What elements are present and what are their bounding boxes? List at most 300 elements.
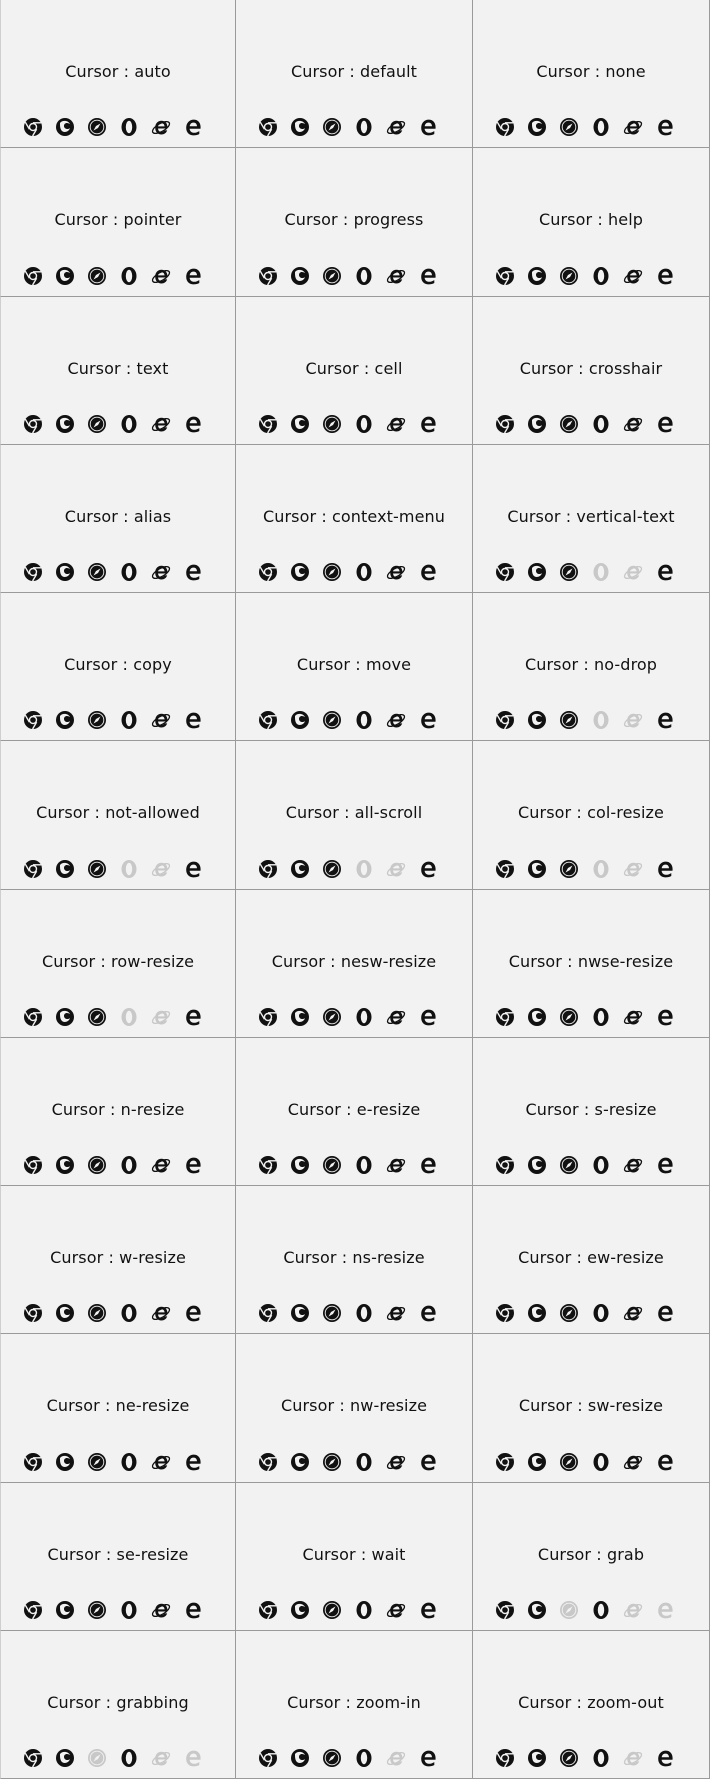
browser-support-icons — [23, 1748, 203, 1768]
cursor-label: Cursor : col-resize — [518, 803, 664, 823]
internet-explorer-icon — [151, 1748, 171, 1768]
safari-icon — [559, 117, 579, 137]
browser-support-icons — [495, 117, 675, 137]
cursor-label: Cursor : nw-resize — [280, 1396, 428, 1416]
cursor-demo-cell[interactable] — [236, 1334, 473, 1482]
internet-explorer-icon — [151, 117, 171, 137]
cursor-label: Cursor : help — [538, 210, 644, 230]
opera-icon — [354, 710, 374, 730]
opera-icon — [354, 1600, 374, 1620]
chrome-icon — [23, 859, 43, 879]
edge-icon — [418, 117, 438, 137]
internet-explorer-icon — [386, 1007, 406, 1027]
cursor-label: Cursor : auto — [65, 62, 171, 81]
chrome-icon — [23, 710, 43, 730]
internet-explorer-icon — [151, 414, 171, 434]
firefox-icon — [527, 562, 547, 582]
chrome-icon — [495, 859, 515, 879]
opera-icon — [591, 414, 611, 434]
browser-support-icons — [23, 1600, 203, 1620]
browser-support-icons — [495, 266, 675, 286]
firefox-icon — [55, 1452, 75, 1472]
chrome-icon — [495, 562, 515, 582]
safari-icon — [322, 1007, 342, 1027]
safari-icon — [87, 710, 107, 730]
edge-icon — [183, 1600, 203, 1620]
cursor-label: Cursor : pointer — [54, 210, 182, 230]
internet-explorer-icon — [151, 1007, 171, 1027]
internet-explorer-icon — [386, 859, 406, 879]
safari-icon — [87, 1007, 107, 1027]
cursor-demo-cell[interactable] — [0, 1038, 236, 1186]
chrome-icon — [23, 117, 43, 137]
cursor-label: Cursor : nesw-resize — [271, 951, 437, 971]
cursor-demo-cell[interactable] — [236, 1631, 473, 1779]
chrome-icon — [258, 1155, 278, 1175]
cursor-demo-cell[interactable] — [473, 0, 710, 148]
browser-support-icons — [23, 859, 203, 879]
opera-icon — [591, 1748, 611, 1768]
internet-explorer-icon — [386, 1452, 406, 1472]
safari-icon — [322, 1600, 342, 1620]
opera-icon — [354, 859, 374, 879]
cursor-demo-cell[interactable] — [0, 593, 236, 741]
opera-icon — [591, 117, 611, 137]
edge-icon — [418, 414, 438, 434]
safari-icon — [559, 1155, 579, 1175]
internet-explorer-icon — [623, 117, 643, 137]
internet-explorer-icon — [386, 414, 406, 434]
cursor-demo-cell[interactable] — [236, 741, 473, 889]
internet-explorer-icon — [151, 562, 171, 582]
cursor-label: Cursor : zoom-out — [518, 1692, 664, 1712]
chrome-icon — [495, 1748, 515, 1768]
safari-icon — [87, 1748, 107, 1768]
opera-icon — [119, 117, 139, 137]
cursor-label: Cursor : none — [536, 62, 646, 81]
cursor-label: Cursor : w-resize — [50, 1248, 186, 1267]
safari-icon — [559, 710, 579, 730]
firefox-icon — [55, 1303, 75, 1323]
chrome-icon — [258, 266, 278, 286]
firefox-icon — [290, 859, 310, 879]
chrome-icon — [495, 1600, 515, 1620]
cursor-demo-cell[interactable] — [0, 148, 236, 296]
browser-support-icons — [258, 1452, 438, 1472]
opera-icon — [354, 266, 374, 286]
safari-icon — [559, 266, 579, 286]
firefox-icon — [55, 117, 75, 137]
chrome-icon — [23, 1600, 43, 1620]
cursor-demo-cell[interactable] — [0, 297, 236, 445]
firefox-icon — [290, 1303, 310, 1323]
cursor-label: Cursor : sw-resize — [518, 1396, 664, 1416]
browser-support-icons — [495, 710, 675, 730]
cursor-label: Cursor : n-resize — [51, 1099, 185, 1119]
edge-icon — [655, 1600, 675, 1620]
edge-icon — [418, 1452, 438, 1472]
cursor-label: Cursor : not-allowed — [36, 803, 200, 823]
internet-explorer-icon — [386, 562, 406, 582]
edge-icon — [183, 1748, 203, 1768]
opera-icon — [354, 1303, 374, 1323]
cursor-demo-cell[interactable] — [473, 1334, 710, 1482]
safari-icon — [87, 1600, 107, 1620]
opera-icon — [591, 1600, 611, 1620]
firefox-icon — [527, 1748, 547, 1768]
safari-icon — [322, 414, 342, 434]
cursor-demo-cell[interactable] — [0, 1334, 236, 1482]
cursor-demo-cell[interactable] — [473, 1186, 710, 1334]
browser-support-icons — [495, 1155, 675, 1175]
internet-explorer-icon — [623, 1748, 643, 1768]
browser-support-icons — [23, 562, 203, 582]
cursor-demo-cell[interactable] — [236, 890, 473, 1038]
internet-explorer-icon — [386, 266, 406, 286]
cursor-label: Cursor : grab — [537, 1544, 645, 1564]
opera-icon — [591, 1155, 611, 1175]
cursor-demo-cell[interactable] — [473, 148, 710, 296]
cursor-demo-cell[interactable] — [0, 445, 236, 593]
cursor-label: Cursor : nwse-resize — [508, 951, 674, 971]
safari-icon — [87, 1303, 107, 1323]
browser-support-icons — [495, 414, 675, 434]
opera-icon — [354, 117, 374, 137]
safari-icon — [559, 859, 579, 879]
edge-icon — [183, 1452, 203, 1472]
cursor-label: Cursor : zoom-in — [287, 1692, 421, 1712]
firefox-icon — [290, 1155, 310, 1175]
browser-support-icons — [495, 859, 675, 879]
cursor-demo-cell[interactable] — [0, 0, 236, 148]
cursor-demo-cell[interactable] — [473, 741, 710, 889]
cursor-label: Cursor : ew-resize — [518, 1248, 664, 1267]
safari-icon — [322, 1452, 342, 1472]
safari-icon — [87, 1155, 107, 1175]
browser-support-icons — [23, 1303, 203, 1323]
browser-support-icons — [23, 414, 203, 434]
edge-icon — [183, 1303, 203, 1323]
cursor-label: Cursor : alias — [64, 506, 172, 526]
internet-explorer-icon — [623, 1007, 643, 1027]
internet-explorer-icon — [386, 1155, 406, 1175]
cursor-demo-cell[interactable] — [473, 1038, 710, 1186]
browser-support-icons — [258, 266, 438, 286]
edge-icon — [655, 1452, 675, 1472]
browser-support-icons — [258, 859, 438, 879]
cursor-label: Cursor : no-drop — [524, 655, 658, 674]
cursor-demo-cell[interactable] — [236, 593, 473, 741]
safari-icon — [322, 1155, 342, 1175]
safari-icon — [559, 562, 579, 582]
cursor-label: Cursor : crosshair — [519, 358, 663, 378]
internet-explorer-icon — [151, 1600, 171, 1620]
safari-icon — [322, 117, 342, 137]
edge-icon — [183, 117, 203, 137]
firefox-icon — [527, 1452, 547, 1472]
chrome-icon — [258, 117, 278, 137]
firefox-icon — [527, 1303, 547, 1323]
firefox-icon — [55, 1155, 75, 1175]
firefox-icon — [527, 117, 547, 137]
edge-icon — [655, 1303, 675, 1323]
chrome-icon — [495, 1303, 515, 1323]
cursor-demo-cell[interactable] — [0, 1483, 236, 1631]
browser-support-icons — [23, 710, 203, 730]
internet-explorer-icon — [386, 710, 406, 730]
chrome-icon — [495, 266, 515, 286]
opera-icon — [119, 1748, 139, 1768]
edge-icon — [655, 117, 675, 137]
opera-icon — [591, 1452, 611, 1472]
browser-support-icons — [258, 1155, 438, 1175]
firefox-icon — [55, 414, 75, 434]
edge-icon — [183, 859, 203, 879]
chrome-icon — [23, 1748, 43, 1768]
safari-icon — [322, 266, 342, 286]
firefox-icon — [290, 414, 310, 434]
firefox-icon — [55, 1007, 75, 1027]
internet-explorer-icon — [623, 414, 643, 434]
cursor-label: Cursor : context-menu — [262, 506, 446, 526]
browser-support-icons — [23, 117, 203, 137]
cursor-demo-cell[interactable] — [236, 1186, 473, 1334]
opera-icon — [591, 859, 611, 879]
chrome-icon — [258, 1303, 278, 1323]
opera-icon — [119, 1303, 139, 1323]
cursor-demo-cell[interactable] — [473, 445, 710, 593]
chrome-icon — [495, 414, 515, 434]
internet-explorer-icon — [151, 1452, 171, 1472]
cursor-demo-cell[interactable] — [473, 890, 710, 1038]
browser-support-icons — [258, 562, 438, 582]
cursor-label: Cursor : copy — [64, 655, 172, 674]
cursor-demo-cell[interactable] — [0, 890, 236, 1038]
firefox-icon — [290, 1007, 310, 1027]
cursor-demo-cell[interactable] — [236, 445, 473, 593]
browser-support-icons — [23, 1155, 203, 1175]
safari-icon — [87, 414, 107, 434]
opera-icon — [591, 266, 611, 286]
cursor-demo-cell[interactable] — [473, 297, 710, 445]
cursor-label: Cursor : all-scroll — [285, 803, 423, 823]
cursor-label: Cursor : e-resize — [287, 1099, 421, 1119]
firefox-icon — [55, 710, 75, 730]
edge-icon — [183, 414, 203, 434]
browser-support-icons — [495, 1007, 675, 1027]
internet-explorer-icon — [386, 117, 406, 137]
firefox-icon — [290, 266, 310, 286]
cursor-demo-cell[interactable] — [236, 1038, 473, 1186]
edge-icon — [418, 859, 438, 879]
edge-icon — [183, 1155, 203, 1175]
internet-explorer-icon — [623, 1155, 643, 1175]
cursor-label: Cursor : vertical-text — [507, 506, 675, 526]
cursor-demo-cell[interactable] — [473, 593, 710, 741]
internet-explorer-icon — [386, 1748, 406, 1768]
opera-icon — [354, 1155, 374, 1175]
firefox-icon — [290, 562, 310, 582]
cursor-label: Cursor : ns-resize — [283, 1248, 425, 1267]
edge-icon — [655, 1007, 675, 1027]
cursor-label: Cursor : se-resize — [47, 1544, 189, 1564]
internet-explorer-icon — [151, 266, 171, 286]
edge-icon — [418, 562, 438, 582]
safari-icon — [322, 1303, 342, 1323]
firefox-icon — [527, 859, 547, 879]
opera-icon — [354, 1452, 374, 1472]
safari-icon — [87, 266, 107, 286]
chrome-icon — [258, 1452, 278, 1472]
opera-icon — [119, 414, 139, 434]
chrome-icon — [23, 1155, 43, 1175]
edge-icon — [655, 414, 675, 434]
cursor-demo-cell[interactable] — [236, 148, 473, 296]
cursor-demo-cell[interactable] — [236, 0, 473, 148]
opera-icon — [119, 710, 139, 730]
chrome-icon — [258, 414, 278, 434]
chrome-icon — [495, 1452, 515, 1472]
cursor-label: Cursor : wait — [302, 1544, 406, 1564]
edge-icon — [655, 562, 675, 582]
cursor-demo-cell[interactable] — [0, 741, 236, 889]
cursor-label: Cursor : default — [290, 62, 418, 81]
edge-icon — [418, 1748, 438, 1768]
browser-support-icons — [495, 1303, 675, 1323]
cursor-label: Cursor : grabbing — [47, 1692, 189, 1712]
firefox-icon — [527, 1007, 547, 1027]
edge-icon — [655, 859, 675, 879]
browser-support-icons — [258, 1748, 438, 1768]
firefox-icon — [55, 266, 75, 286]
chrome-icon — [23, 266, 43, 286]
firefox-icon — [527, 414, 547, 434]
edge-icon — [655, 710, 675, 730]
edge-icon — [655, 1748, 675, 1768]
firefox-icon — [55, 1600, 75, 1620]
firefox-icon — [290, 710, 310, 730]
edge-icon — [183, 710, 203, 730]
internet-explorer-icon — [623, 1303, 643, 1323]
firefox-icon — [527, 1600, 547, 1620]
chrome-icon — [258, 1600, 278, 1620]
browser-support-icons — [258, 1007, 438, 1027]
opera-icon — [354, 414, 374, 434]
opera-icon — [354, 1007, 374, 1027]
internet-explorer-icon — [623, 859, 643, 879]
safari-icon — [87, 117, 107, 137]
firefox-icon — [527, 710, 547, 730]
internet-explorer-icon — [151, 859, 171, 879]
chrome-icon — [258, 710, 278, 730]
firefox-icon — [55, 859, 75, 879]
browser-support-icons — [258, 117, 438, 137]
firefox-icon — [55, 562, 75, 582]
opera-icon — [119, 266, 139, 286]
edge-icon — [183, 562, 203, 582]
opera-icon — [119, 1155, 139, 1175]
edge-icon — [183, 1007, 203, 1027]
chrome-icon — [23, 1452, 43, 1472]
opera-icon — [119, 1600, 139, 1620]
opera-icon — [119, 1452, 139, 1472]
cursor-demo-cell[interactable] — [0, 1186, 236, 1334]
chrome-icon — [23, 562, 43, 582]
internet-explorer-icon — [623, 266, 643, 286]
edge-icon — [418, 710, 438, 730]
cursor-demo-cell[interactable] — [473, 1631, 710, 1779]
chrome-icon — [23, 1007, 43, 1027]
cursor-demo-cell[interactable] — [0, 1631, 236, 1779]
opera-icon — [354, 562, 374, 582]
firefox-icon — [527, 266, 547, 286]
edge-icon — [183, 266, 203, 286]
safari-icon — [559, 1303, 579, 1323]
safari-icon — [87, 859, 107, 879]
edge-icon — [418, 1303, 438, 1323]
internet-explorer-icon — [623, 710, 643, 730]
firefox-icon — [290, 1600, 310, 1620]
edge-icon — [655, 1155, 675, 1175]
chrome-icon — [495, 710, 515, 730]
browser-support-icons — [495, 1452, 675, 1472]
chrome-icon — [258, 1748, 278, 1768]
browser-support-icons — [258, 710, 438, 730]
safari-icon — [322, 710, 342, 730]
opera-icon — [591, 710, 611, 730]
opera-icon — [119, 859, 139, 879]
internet-explorer-icon — [386, 1600, 406, 1620]
cursor-demo-cell[interactable] — [236, 297, 473, 445]
browser-support-icons — [23, 1452, 203, 1472]
opera-icon — [591, 562, 611, 582]
browser-support-icons — [258, 414, 438, 434]
browser-support-icons — [258, 1600, 438, 1620]
safari-icon — [559, 1452, 579, 1472]
firefox-icon — [55, 1748, 75, 1768]
firefox-icon — [290, 1748, 310, 1768]
opera-icon — [591, 1007, 611, 1027]
safari-icon — [559, 1748, 579, 1768]
browser-support-icons — [495, 1600, 675, 1620]
cursor-label: Cursor : move — [296, 655, 412, 674]
browser-support-icons — [23, 266, 203, 286]
cursor-label: Cursor : cell — [305, 358, 403, 378]
cursor-label: Cursor : progress — [284, 210, 424, 230]
cursor-demo-cell[interactable] — [473, 1483, 710, 1631]
browser-support-icons — [258, 1303, 438, 1323]
browser-support-icons — [23, 1007, 203, 1027]
edge-icon — [418, 1600, 438, 1620]
safari-icon — [87, 1452, 107, 1472]
chrome-icon — [495, 1007, 515, 1027]
cursor-label: Cursor : text — [67, 358, 169, 378]
safari-icon — [322, 859, 342, 879]
opera-icon — [119, 562, 139, 582]
safari-icon — [559, 1007, 579, 1027]
chrome-icon — [258, 859, 278, 879]
chrome-icon — [258, 1007, 278, 1027]
firefox-icon — [290, 1452, 310, 1472]
safari-icon — [322, 1748, 342, 1768]
cursor-demo-cell[interactable] — [236, 1483, 473, 1631]
chrome-icon — [495, 1155, 515, 1175]
cursor-label: Cursor : ne-resize — [46, 1396, 190, 1416]
chrome-icon — [495, 117, 515, 137]
edge-icon — [655, 266, 675, 286]
safari-icon — [559, 1600, 579, 1620]
opera-icon — [354, 1748, 374, 1768]
